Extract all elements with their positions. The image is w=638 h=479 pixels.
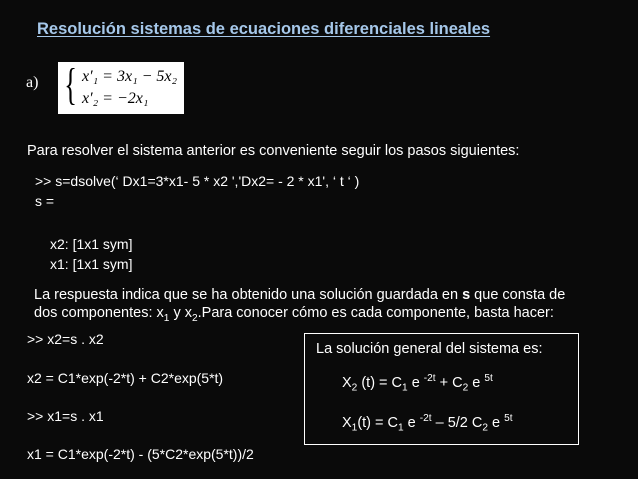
explanation-text: y x (169, 305, 192, 321)
subscript: 2 (482, 422, 489, 434)
sol-text: + C (435, 374, 463, 391)
explanation-line-1 (34, 287, 565, 303)
exponent: 5t (484, 373, 493, 384)
output-x1-sym: x1: [1x1 sym] (50, 256, 133, 272)
brace-icon: { (64, 60, 77, 109)
output-x2-sym: x2: [1x1 sym] (50, 236, 133, 252)
equation-system-image (58, 62, 184, 114)
subscript: 2 (191, 312, 198, 324)
item-label: a) (26, 74, 39, 91)
sol-text: (t) = C (357, 374, 403, 391)
s-output: s = (35, 193, 55, 209)
subscript: 2 (351, 382, 358, 394)
sol-text: e (407, 374, 424, 391)
solution-title: La solución general del sistema es: (316, 341, 543, 357)
result-x1: x1 = C1*exp(-2*t) - (5*C2*exp(5*t))/2 (27, 446, 254, 462)
explanation-bold-s: s (462, 287, 471, 303)
solution-x2 (342, 373, 493, 394)
subscript: 1 (398, 422, 404, 434)
equation-line-1: x′₁ = 3x₁ − 5x₂ (82, 68, 178, 85)
sol-text: X (342, 374, 352, 391)
explanation-line-2 (34, 305, 554, 324)
exponent: 5t (504, 413, 513, 424)
command-x1: >> x1=s . x1 (27, 408, 104, 424)
subscript: 1 (351, 422, 358, 434)
sol-text: – 5/2 C (431, 414, 483, 431)
sol-text: e (403, 414, 420, 431)
exponent: -2t (419, 413, 432, 424)
sol-text: X (342, 414, 352, 431)
exponent: -2t (423, 373, 436, 384)
slide-title: Resolución sistemas de ecuaciones diferenciales lineales (37, 20, 491, 38)
explanation-text: La respuesta indica que se ha obtenido una solución guardada en (34, 287, 463, 303)
equation-line-2: x′₂ = −2x₁ (82, 90, 149, 107)
dsolve-command: >> s=dsolve(‘ Dx1=3*x1- 5 * x2 ','Dx2= - 2 * x1', ‘ t ‘ ) (35, 173, 360, 189)
explanation-text: dos componentes: x (34, 305, 164, 321)
explanation-text: que consta de (470, 287, 566, 303)
subscript: 2 (462, 382, 469, 394)
sol-text: e (468, 374, 485, 391)
sol-text: (t) = C (357, 414, 398, 431)
explanation-text: .Para conocer cómo es cada componente, basta hacer: (197, 305, 554, 321)
solution-x1 (342, 413, 513, 434)
intro-text: Para resolver el sistema anterior es conveniente seguir los pasos siguientes: (27, 143, 520, 159)
command-x2: >> x2=s . x2 (27, 331, 104, 347)
subscript: 1 (163, 312, 170, 324)
general-solution-box (304, 333, 579, 445)
result-x2: x2 = C1*exp(-2*t) + C2*exp(5*t) (27, 370, 224, 386)
subscript: 1 (402, 382, 408, 394)
sol-text: e (488, 414, 505, 431)
